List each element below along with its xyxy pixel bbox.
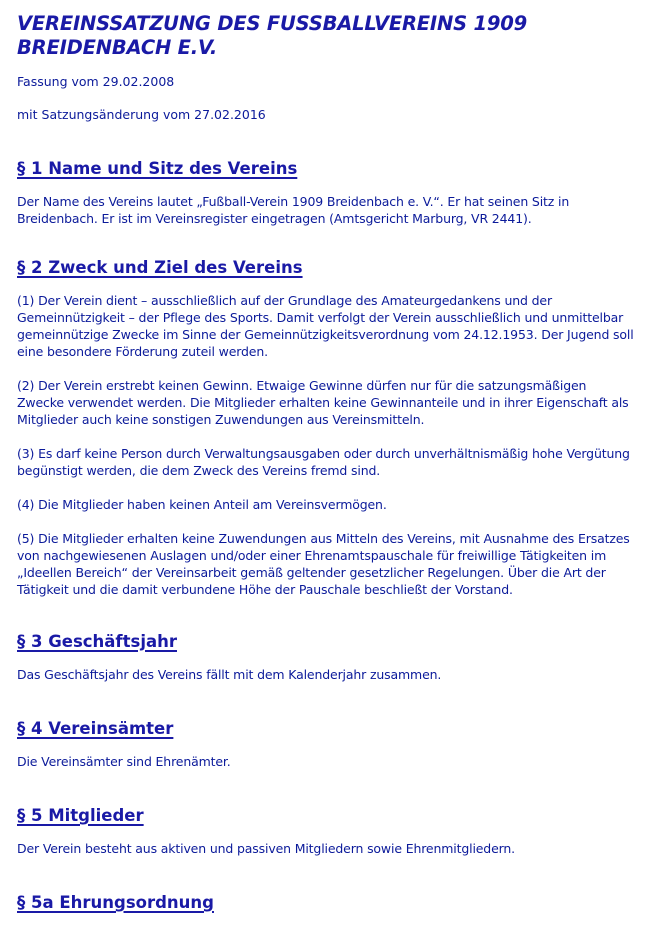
section-paragraph: (4) Die Mitglieder haben keinen Anteil am Vereinsvermögen. bbox=[17, 497, 387, 512]
version-date: Fassung vom 29.02.2008 bbox=[17, 74, 175, 89]
section-5a bbox=[17, 893, 637, 913]
section-paragraph: Der Name des Vereins lautet „Fußball-Verein 1909 Breidenbach e. V.“. Er hat seinen Sitz in Breidenbach. Er ist im Vereinsregister eingetragen (Amtsgericht Marburg, VR 2441). bbox=[17, 194, 570, 226]
section-heading: § 3 Geschäftsjahr bbox=[17, 632, 177, 651]
section-paragraph: Die Vereinsämter sind Ehrenämter. bbox=[17, 754, 231, 769]
document-title: VEREINSSATZUNG DES FUSSBALLVEREINS 1909 BREIDENBACH E.V. bbox=[17, 12, 527, 59]
document-page bbox=[17, 12, 637, 913]
section-heading: § 5a Ehrungsordnung bbox=[17, 893, 214, 912]
section-paragraph: (1) Der Verein dient – ausschließlich auf der Grundlage des Amateurgedankens und der Gemeinnützigkeit – der Pflege des Sports. Damit verfolgt der Verein ausschließlich und unmittelbar gemeinnützige Zwecke im Sinne der Gemeinnützigkeitsverordnung vom 24.12.1953. Der Jugend soll eine besondere Förderung zuteil werden. bbox=[17, 293, 634, 359]
section-1 bbox=[17, 159, 637, 227]
section-paragraph: (2) Der Verein erstrebt keinen Gewinn. Etwaige Gewinne dürfen nur für die satzungsmäßigen Zwecke verwendet werden. Die Mitglieder erhalten keine Gewinnanteile und in ihrer Eigenschaft als Mitglieder auch keine sonstigen Zuwendungen aus Vereinsmitteln. bbox=[17, 378, 629, 427]
section-heading: § 2 Zweck und Ziel des Vereins bbox=[17, 258, 303, 277]
section-heading: § 4 Vereinsämter bbox=[17, 719, 174, 738]
section-2 bbox=[17, 258, 637, 598]
section-paragraph: Der Verein besteht aus aktiven und passiven Mitgliedern sowie Ehrenmitgliedern. bbox=[17, 841, 516, 856]
section-paragraph: (3) Es darf keine Person durch Verwaltungsausgaben oder durch unverhältnismäßig hohe Vergütung begünstigt werden, die dem Zweck des Vereins fremd sind. bbox=[17, 446, 630, 478]
section-heading: § 5 Mitglieder bbox=[17, 806, 144, 825]
section-paragraph: (5) Die Mitglieder erhalten keine Zuwendungen aus Mitteln des Vereins, mit Ausnahme des Ersatzes von nachgewiesenen Auslagen und/oder einer Ehrenamtspauschale für freiwillige Tätigkeiten im „Ideellen Bereich“ der Vereinsarbeit gemäß geltender gesetzlicher Regelungen. Über die Art der Tätigkeit und die damit verbundene Höhe der Pauschale beschließt der Vorstand. bbox=[17, 531, 630, 597]
section-3 bbox=[17, 632, 637, 683]
section-5 bbox=[17, 806, 637, 857]
section-paragraph: Das Geschäftsjahr des Vereins fällt mit dem Kalenderjahr zusammen. bbox=[17, 667, 442, 682]
section-4 bbox=[17, 719, 637, 770]
section-heading: § 1 Name und Sitz des Vereins bbox=[17, 159, 298, 178]
amendment-date: mit Satzungsänderung vom 27.02.2016 bbox=[17, 107, 266, 122]
